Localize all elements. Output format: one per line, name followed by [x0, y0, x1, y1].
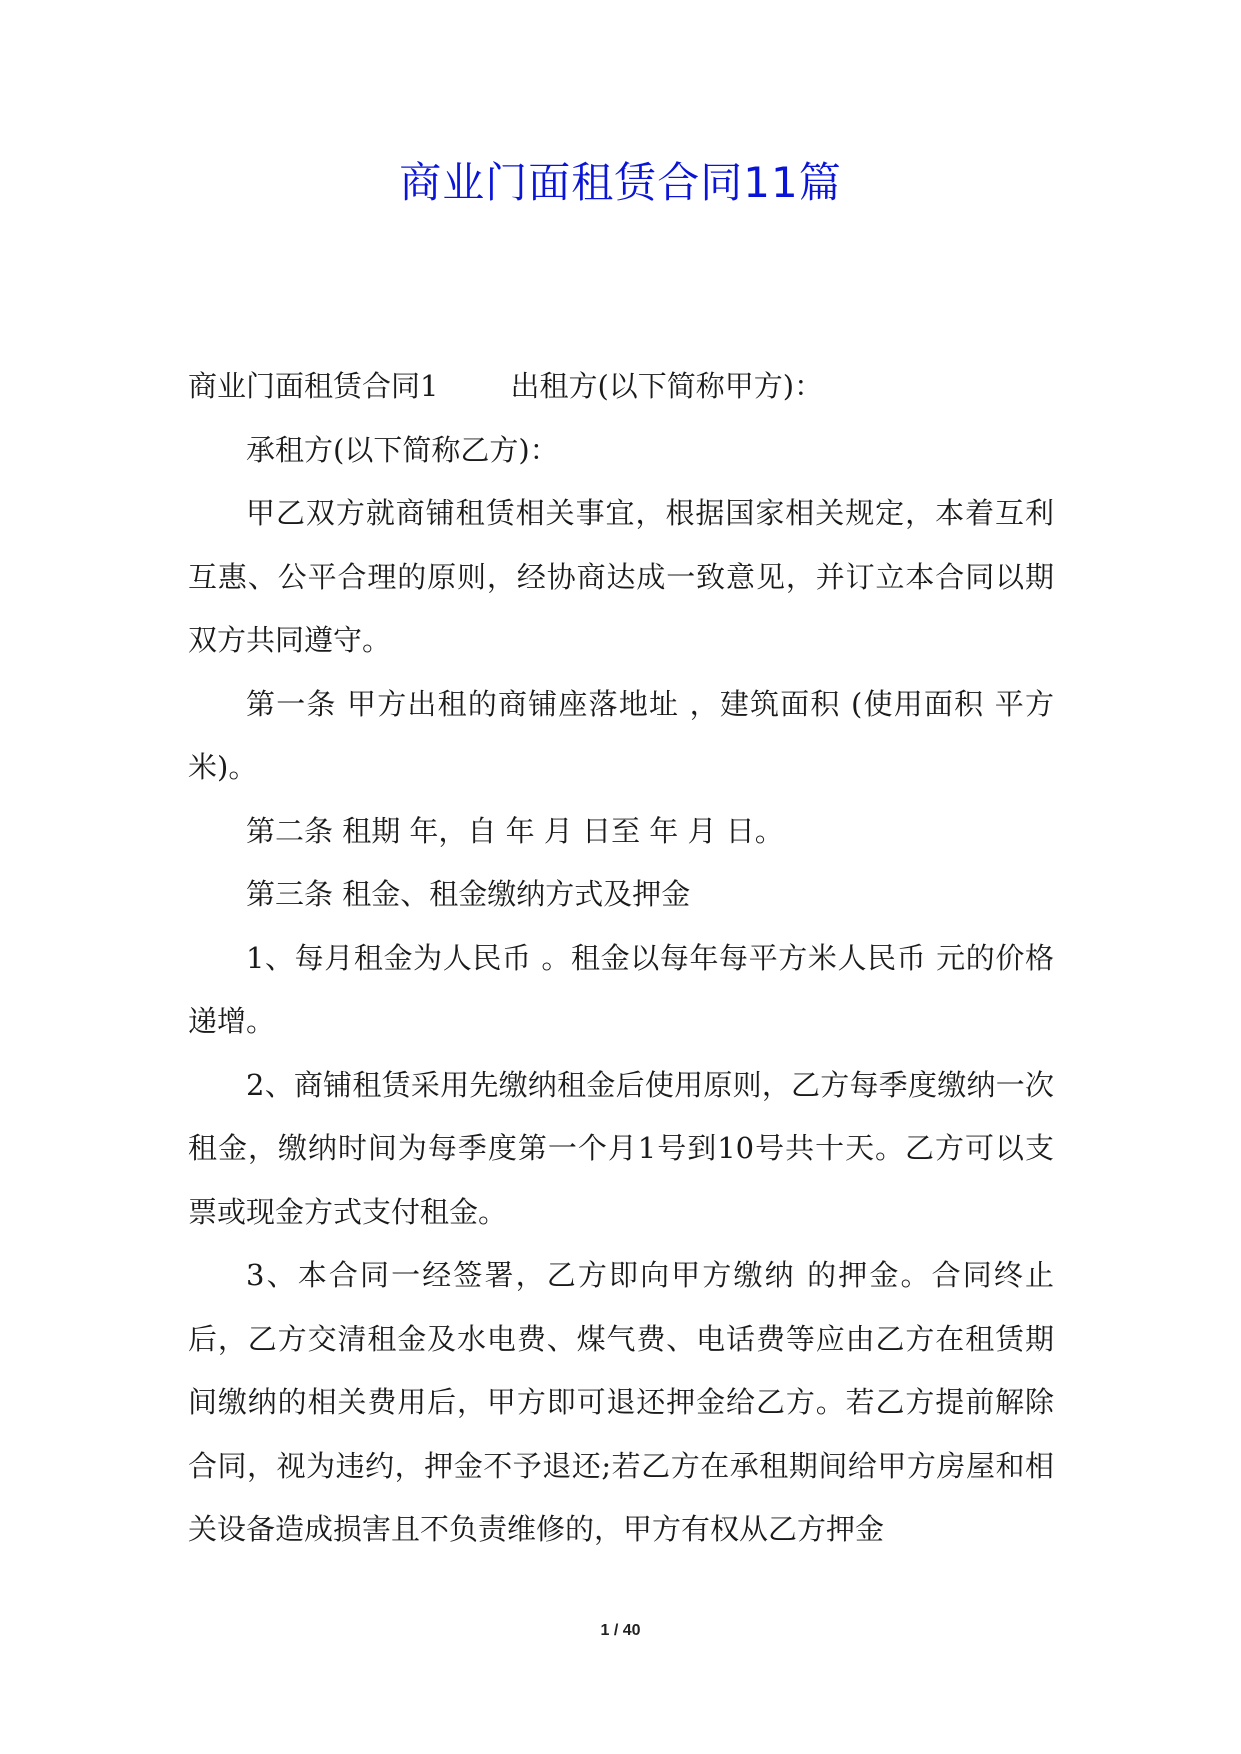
preamble-paragraph: 甲乙双方就商铺租赁相关事宜，根据国家相关规定，本着互利互惠、公平合理的原则，经协商达成一致意见，并订立本合同以期双方共同遵守。: [188, 496, 1054, 657]
lessee-label: 承租方(以下简称乙方)：: [246, 432, 559, 467]
contract-subtitle: 商业门面租赁合同1: [188, 369, 439, 403]
page-number: 1 / 40: [600, 1622, 641, 1639]
article-1-paragraph: 第一条 甲方出租的商铺座落地址 ，建筑面积 (使用面积 平方米)。: [188, 686, 1054, 784]
document-body: [188, 355, 1054, 1562]
clause-3-paragraph: 3、本合同一经签署，乙方即向甲方缴纳 的押金。合同终止后，乙方交清租金及水电费、煤气费、电话费等应由乙方在租赁期间缴纳的相关费用后，甲方即可退还押金给乙方。若乙方提前解除合同，视为违约，押金不予退还;若乙方在承租期间给甲方房屋和相关设备造成损害且不负责维修的，甲方有权从乙方押金: [188, 1258, 1054, 1546]
clause-2-paragraph: 2、商铺租赁采用先缴纳租金后使用原则，乙方每季度缴纳一次租金，缴纳时间为每季度第一个月1号到10号共十天。乙方可以支票或现金方式支付租金。: [188, 1067, 1054, 1229]
document-title: 商业门面租赁合同11篇: [399, 158, 842, 207]
article-3-heading: 第三条 租金、租金缴纳方式及押金: [246, 877, 691, 911]
lessor-label: 出租方(以下简称甲方)：: [510, 369, 824, 403]
paragraph-heading-line: [188, 355, 1054, 419]
article-2-paragraph: 第二条 租期 年，自 年 月 日至 年 月 日。: [246, 813, 784, 848]
clause-1-paragraph: 1、每月租金为人民币 。租金以每年每平方米人民币 元的价格递增。: [188, 940, 1054, 1038]
